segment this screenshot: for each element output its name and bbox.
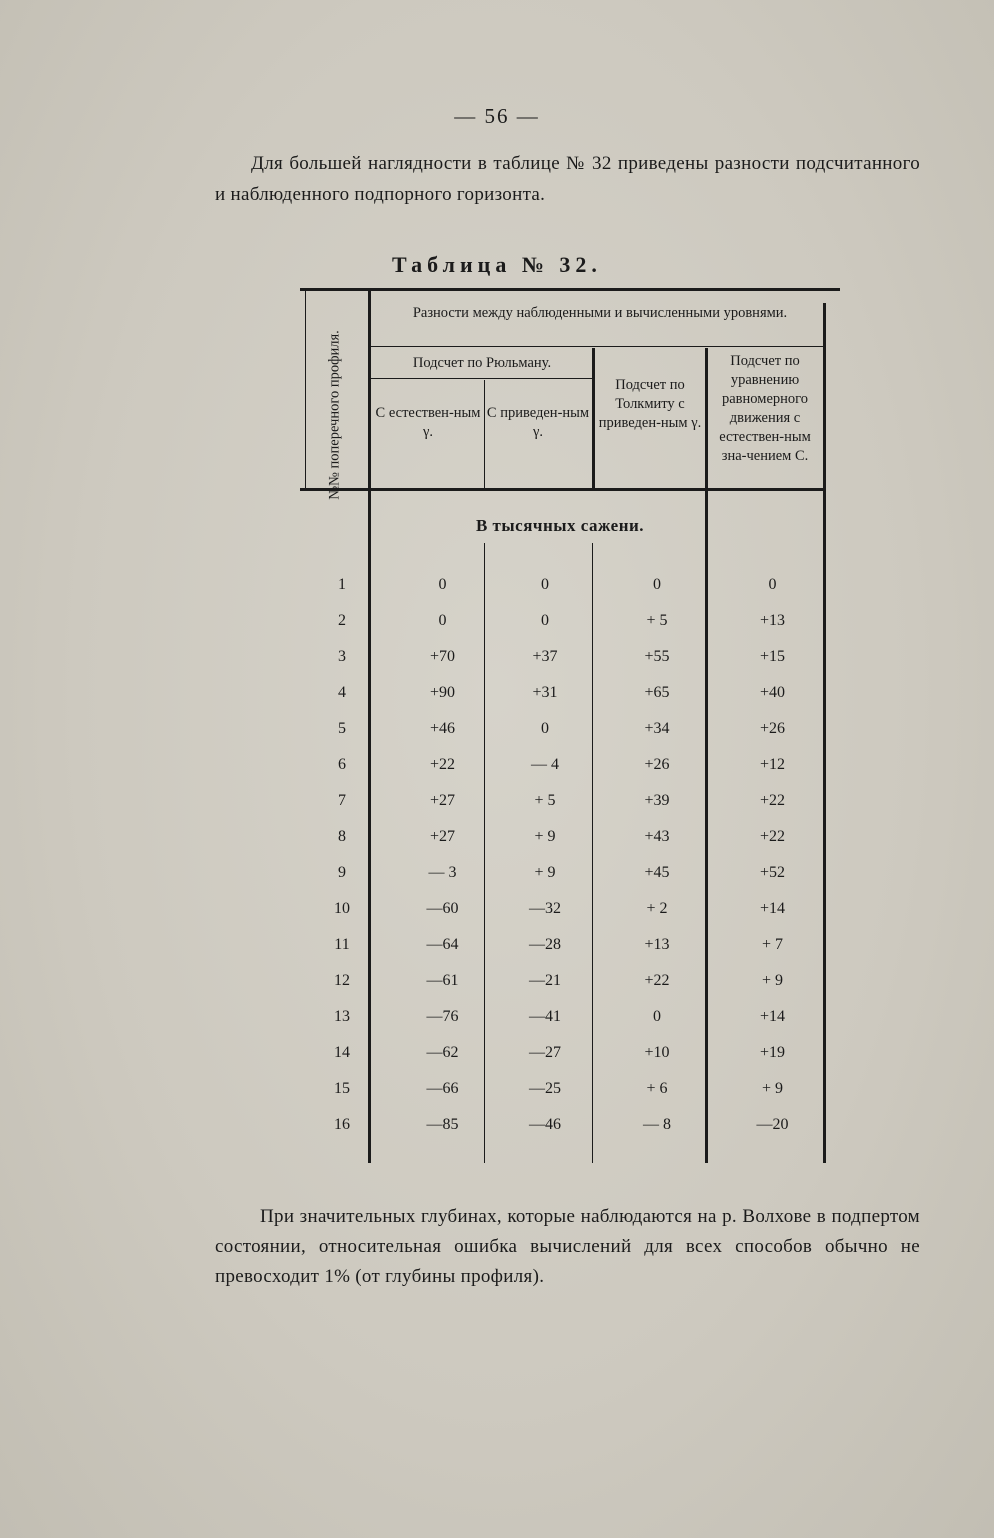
rühlmann-natural-cell: +90 xyxy=(429,684,456,701)
uniform-motion-cell: +15 xyxy=(759,648,786,665)
col-profile-header: №№ поперечного профиля. xyxy=(326,330,343,500)
table-row xyxy=(300,1108,840,1144)
profile-number-cell: 13 xyxy=(334,1008,350,1025)
rühlmann-reduced-cell: +31 xyxy=(532,684,558,701)
profile-number-cell: 2 xyxy=(338,612,346,629)
intro-paragraph: Для большей наглядности в таблице № 32 приведены разности подсчитанного и наблюденного подпорного горизонта. xyxy=(215,153,920,205)
rühlmann-reduced-cell: + 9 xyxy=(534,864,556,881)
col-reduced-header: С приведен-ным γ. xyxy=(486,405,590,440)
profile-number-cell: 9 xyxy=(338,864,346,881)
tolkmitt-cell: +45 xyxy=(644,864,670,881)
uniform-motion-cell: +19 xyxy=(759,1044,786,1061)
uniform-motion-cell: + 7 xyxy=(761,936,784,953)
profile-number-cell: 8 xyxy=(338,828,346,845)
profile-number-cell: 5 xyxy=(338,720,346,737)
rühlmann-reduced-cell: — 4 xyxy=(531,756,559,773)
profile-number-cell: 14 xyxy=(334,1044,350,1061)
tolkmitt-cell: — 8 xyxy=(643,1116,671,1133)
col-tolkmitt-header: Подсчет по Толкмиту с приведен-ным γ. xyxy=(598,377,702,431)
col-divider-2 xyxy=(484,380,485,488)
profile-number-cell: 7 xyxy=(338,792,346,809)
tolkmitt-cell: +65 xyxy=(644,684,670,701)
tolkmitt-cell: + 6 xyxy=(646,1080,668,1097)
table-row xyxy=(300,1000,840,1036)
rühlmann-natural-cell: +27 xyxy=(429,792,456,809)
rühlmann-natural-cell: —85 xyxy=(426,1116,459,1133)
rühlmann-reduced-cell: 0 xyxy=(541,720,549,737)
profile-number-cell: 12 xyxy=(334,972,350,989)
rühlmann-natural-cell: —60 xyxy=(426,900,459,917)
rühlmann-natural-cell: 0 xyxy=(438,612,447,629)
rühlmann-reduced-cell: + 5 xyxy=(534,792,556,809)
rühlmann-reduced-cell: —28 xyxy=(529,936,561,953)
profile-number-cell: 15 xyxy=(334,1080,350,1097)
rühlmann-natural-cell: +22 xyxy=(429,756,456,773)
uniform-motion-cell: —20 xyxy=(756,1116,789,1133)
profile-number-cell: 6 xyxy=(338,756,346,773)
tolkmitt-cell: 0 xyxy=(653,576,661,593)
uniform-motion-cell: 0 xyxy=(768,576,777,593)
rühlmann-reduced-cell: + 9 xyxy=(534,828,556,845)
tolkmitt-cell: +34 xyxy=(644,720,670,737)
table-row xyxy=(300,1036,840,1072)
profile-number-cell: 11 xyxy=(334,936,350,953)
table-row xyxy=(300,928,840,964)
table-row xyxy=(300,604,840,640)
uniform-motion-cell: +26 xyxy=(759,720,786,737)
uniform-motion-cell: +12 xyxy=(759,756,786,773)
tolkmitt-cell: 0 xyxy=(653,1008,661,1025)
rühlmann-group-rule xyxy=(370,378,592,379)
rühlmann-natural-cell: —61 xyxy=(426,972,459,989)
uniform-motion-cell: + 9 xyxy=(761,1080,784,1097)
tolkmitt-cell: +43 xyxy=(644,828,670,845)
tolkmitt-cell: + 2 xyxy=(646,900,668,917)
profile-number-cell: 16 xyxy=(334,1116,350,1133)
header-top: Разности между наблюденными и вычисленными уровнями. xyxy=(412,305,788,321)
table-row xyxy=(300,784,840,820)
tolkmitt-cell: +26 xyxy=(644,756,670,773)
rühlmann-natural-cell: —62 xyxy=(426,1044,459,1061)
units-caption: В тысячных сажени. xyxy=(475,516,645,535)
uniform-motion-cell: +22 xyxy=(759,828,786,845)
uniform-motion-cell: +13 xyxy=(759,612,786,629)
tolkmitt-cell: +22 xyxy=(644,972,670,989)
rühlmann-natural-cell: — 3 xyxy=(428,864,457,881)
rühlmann-natural-cell: +27 xyxy=(429,828,456,845)
table-row xyxy=(300,856,840,892)
col-uniform-header: Подсчет по уравнению равномерного движения с естествен-ным зна-чением C. xyxy=(719,353,811,464)
table-row xyxy=(300,676,840,712)
rühlmann-reduced-cell: 0 xyxy=(541,576,549,593)
uniform-motion-cell: +40 xyxy=(759,684,786,701)
rühlmann-natural-cell: —64 xyxy=(426,936,459,953)
tolkmitt-cell: +13 xyxy=(644,936,670,953)
rühlmann-natural-cell: —76 xyxy=(426,1008,459,1025)
table-row xyxy=(300,712,840,748)
table-row xyxy=(300,964,840,1000)
table-row xyxy=(300,568,840,604)
rühlmann-reduced-cell: —27 xyxy=(529,1044,561,1061)
tolkmitt-cell: + 5 xyxy=(646,612,668,629)
rühlmann-reduced-cell: —25 xyxy=(529,1080,561,1097)
uniform-motion-cell: +22 xyxy=(759,792,786,809)
closing-paragraph: При значительных глубинах, которые наблюдаются на р. Волхове в подпертом состоянии, относительная ошибка вычислений для всех способов обычно не превосходит 1% (от глубины профиля). xyxy=(215,1206,920,1287)
table-row xyxy=(300,892,840,928)
rühlmann-reduced-cell: —41 xyxy=(529,1008,561,1025)
col-profile-header-cell xyxy=(305,330,365,500)
rühlmann-reduced-cell: 0 xyxy=(541,612,549,629)
profile-number-cell: 4 xyxy=(338,684,346,701)
tolkmitt-cell: +55 xyxy=(644,648,670,665)
table-row xyxy=(300,748,840,784)
rühlmann-reduced-cell: —21 xyxy=(529,972,561,989)
rühlmann-natural-cell: +46 xyxy=(429,720,456,737)
tolkmitt-cell: +39 xyxy=(644,792,670,809)
rühlmann-reduced-cell: —46 xyxy=(529,1116,561,1133)
uniform-motion-cell: +52 xyxy=(759,864,786,881)
group-rühlmann-header: Подсчет по Рюльману. xyxy=(412,355,552,371)
col-divider-3 xyxy=(592,348,595,488)
header-bottom-rule xyxy=(300,488,825,491)
rühlmann-reduced-cell: —32 xyxy=(529,900,561,917)
profile-number-cell: 10 xyxy=(334,900,350,917)
table-row xyxy=(300,640,840,676)
rühlmann-natural-cell: 0 xyxy=(438,576,447,593)
uniform-motion-cell: +14 xyxy=(759,900,786,917)
table-title: Таблица № 32. xyxy=(392,252,602,277)
table-row xyxy=(300,1072,840,1108)
rühlmann-reduced-cell: +37 xyxy=(532,648,558,665)
difference-table xyxy=(300,288,840,1163)
table-top-rule xyxy=(300,288,840,291)
tolkmitt-cell: +10 xyxy=(644,1044,670,1061)
col-natural-header: С естествен-ным γ. xyxy=(375,405,481,440)
table-row xyxy=(300,820,840,856)
profile-number-cell: 1 xyxy=(338,576,346,593)
page-number: — 56 — xyxy=(454,104,540,128)
uniform-motion-cell: + 9 xyxy=(761,972,784,989)
rühlmann-natural-cell: —66 xyxy=(426,1080,459,1097)
profile-number-cell: 3 xyxy=(338,648,346,665)
header-sub-rule xyxy=(370,346,825,347)
uniform-motion-cell: +14 xyxy=(759,1008,786,1025)
rühlmann-natural-cell: +70 xyxy=(429,648,456,665)
